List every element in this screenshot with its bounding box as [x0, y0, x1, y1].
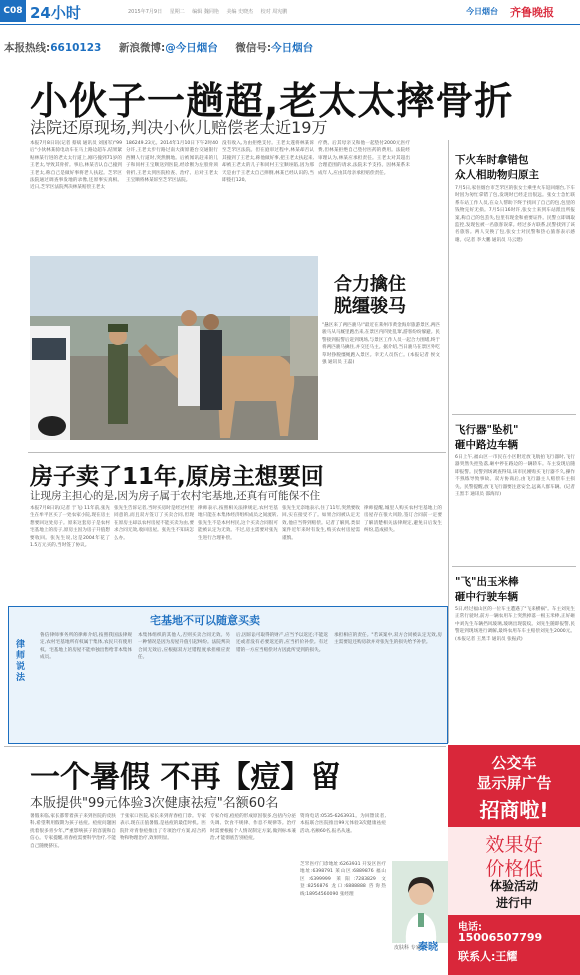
side2-body: 6日上午,福山区一市民在小区附近放飞航拍飞行器时,飞行器突然失控坠落,砸中停在路边的一辆轿车。车主发现后随即报警。民警到场调查得知,该市民刚购买飞行器不久,操作不熟练导致事故。双方协商后,由飞行器主人赔偿车主损失。民警提醒,放飞飞行器要注意安全,远离人群车辆。(记者 王黑丰 通讯员 邵海岸) — [455, 455, 575, 498]
page-number: C08 — [0, 0, 26, 22]
doctor-caption: 皮肤科 专家 — [394, 945, 421, 951]
editor: 编辑 魏同艳 — [192, 9, 219, 15]
side1-headline-line1: 下火车时拿错包 — [455, 154, 529, 166]
contact-bar — [4, 40, 313, 55]
story4-headline: 一个暑假 不再【痘】留 — [30, 760, 341, 795]
lawyer-col3: 后,因诉讼可取得的财产,应当予以返还;不能返还或者没有必要返还的,应当折价补偿。有过错的一方应当赔偿对方因此所受到的损失。 — [236, 633, 328, 653]
issue-date: 2015年7月9日 — [128, 9, 163, 15]
issue-weekday: 星期二 — [169, 9, 185, 15]
story4-col4: 资询电话:0535-6263931。为回馈读者,本报联合医院推出99元体验3次健康祛痘活动,名额60名,报名从速。 — [300, 814, 386, 834]
side1-body: 7月5日,家住烟台市芝罘区的张女士乘坐火车返回烟台,下车时因为匆忙拿错了包,发现时已经走出很远。张女士急忙联系车站工作人员,在众人帮助下终于找回了自己的包,包里的钱物完好无损。7月5日16时许,张女士来到车站派出所报案,称自己的包丢失,包里有现金和重要证件。民警立即调取监控,发现包被一名旅客误拿。经过多方联系,民警找到了该名旅客。两人交换了包,张女士对民警和热心旅客表示感谢。(记者 李大鹏 通讯员 马云建) — [455, 186, 575, 243]
header-meta — [128, 8, 293, 15]
story3-col5: 律师提醒,城里人购买农村宅基地上的房屋存在很大风险,签订合同前一定要了解清楚相关法律规定,避免日后发生纠纷,造成损失。 — [364, 506, 442, 534]
sidebar-rule-1 — [452, 414, 576, 415]
story1-col4: 疗费。后其母亲又和他一起垫付2000元医疗费,但林某拒绝自己垫付医药的费用。法院经审理认为,林某应承担责任。王老太对其超出合理范围的请求,法院未予支持。因林某系未成年人,应由其母亲承担赔偿责任。 — [318, 141, 410, 176]
hotline-number: 6610123 — [50, 42, 102, 54]
story4-contact: 芝罘医疗门诊地址:6263931 开发区医疗地址:6398791 莱山区:6889876 福山区:6399999 莱阳:7283829 文登:8256876 龙口:6888888 咨询热线:18954560090 张经理 — [300, 862, 386, 897]
story4-col3: 专家介绍,痘痘的形成原因很多,包括内分泌失调、饮食不规律、作息不规律等。治疗时需要根据个人情况制定方案,做到标本兼治,才能彻底告别痘痘。 — [210, 814, 296, 842]
story3-col4: 张先生无奈地表示,住了11年,突然要收回,实在接受不了。如果合同被认定无效,他应当得到赔偿。记者了解到,类似案件近年来时有发生,购买农村房屋需谨慎。 — [282, 506, 360, 541]
lawyer-box-tag: 律师说法 — [16, 640, 26, 683]
section-title: 24小时 — [30, 4, 81, 22]
story4-col2: 于张家口医院,家长来到青春痘门诊。专家表示,现在正值暑假,是祛痘的最佳时机。医院针对青春痘推出了专项治疗方案,结合药物和物理治疗,效果明显。 — [120, 814, 206, 842]
story3-col3: 律师表示,按照相关法律规定,农村宅基地只能在本集体经济组织成员之间流转,张先生不是本村村民,这个买卖合同很可能被认定为无效。不过,房主需要对张先生进行合理补偿。 — [198, 506, 278, 541]
story3-headline: 房子卖了11年,原房主想要回 — [30, 464, 324, 490]
ad-line4: 效果好 — [485, 834, 543, 856]
story1-headline: 小伙子一趟超,老太太摔骨折 — [30, 79, 514, 123]
paper-name: 齐鲁晚报 — [510, 6, 554, 19]
ad-line3: 招商啦! — [479, 798, 549, 822]
side2-headline-line2: 砸中路边车辆 — [455, 439, 518, 451]
story3-col1: 本报7月8日讯(记者 于飞) 11年前,张先生在牟平区买了一处农家小院,现在房主想要回这处房子。原来这套房子是农村宅基地上的房子,原房主因为房子升值想要收回。张先生说,这是2004年花了1.5万元买的,当时签了协议。 — [30, 506, 110, 549]
designer: 美编 史晓杰 — [226, 9, 254, 15]
doctor-photo — [392, 861, 450, 943]
lawyer-col4: 承担相应的责任。"若该案中,双方合同被认定无效,房主需要返还购房款并对张先生的损失给予补偿。 — [334, 633, 442, 646]
ad-line2: 显示屏广告 — [476, 774, 552, 792]
story1-col1: 本报7月8日讯(记者 蔡斌 通讯员 刘国军)"99后"小伙林某骑电动车在马上路边超车,结果紧贴林某行进的老太太行道上,刚巧撞到71岁的王老太,导致其骨折。事后,林某否认自己撞到王老太,称自己是做好事将老人扶起。芝罘区法院通过调查事发地的录像,还原事实真相。近日,芝罘区法院判决林某赔偿王老太 — [30, 141, 122, 191]
horse-photo-illustration — [30, 256, 318, 440]
horse-photo — [30, 256, 318, 440]
sidebar-rule-2 — [452, 566, 576, 567]
story3-col2: 张先生告诉记者,当时买房时是经过村里同意的,而且双方签订了买卖合同,但现在原房主却以农村房屋不能买卖为由,要求合同无效,收回房屋。张先生不知该怎么办。 — [114, 506, 194, 541]
side1-headline-line2: 众人相助物归原主 — [455, 169, 539, 181]
rule-story1 — [28, 452, 446, 453]
wechat-label: 微信号: — [235, 42, 272, 54]
ad-phone[interactable]: 15006507799 — [458, 931, 543, 944]
story4-col1: 暑假来临,家长都带着孩子来到医院的皮肤科,希望利用假期为孩子祛痘。痘痘问题困扰着很多青少年,严重影响孩子的容貌和自信心。专家提醒,青春痘需要科学治疗,不能自己随便挤压。 — [30, 814, 116, 849]
paper-tag: 今日烟台 — [466, 7, 498, 16]
side3-body: 5日,经过福山区的一位车主遭遇了"飞来横祸"。车主刘先生正常行驶时,前方一辆农用车上突然掉落一根玉米棒,正好砸中刘先生车辆挡风玻璃,玻璃出现裂纹。刘先生随即报警,民警赶到现场进行调解,最终农用车车主赔偿刘先生2000元。(本报记者 王黑丰 通讯员 张振武) — [455, 607, 575, 642]
story4-subhead: 本版提供"99元体验3次健康祛痘"名额60名 — [30, 796, 279, 811]
rule-story3 — [4, 746, 446, 747]
weibo-handle: @今日烟台 — [165, 42, 218, 54]
sidebar-divider — [448, 140, 449, 743]
lawyer-col2: 本集体组织的其他人,否则买卖合同无效。另一种情况是因为房屋升值引起纠纷。法院判决合同无效后,应根据双方过错程度承担相应责任。 — [138, 633, 230, 661]
story2-headline-line1: 合力擒住 — [334, 274, 406, 295]
proofreader: 校对 周宪鹏 — [260, 9, 288, 15]
ad-line1: 公交车 — [491, 754, 537, 772]
lawyer-col1: 鲁信律师事务所的律师介绍,按照我国法律规定,农村宅基地所有权属于集体,农民只有使用权。宅基地上的房屋不能单独出售给非本集体成员。 — [40, 633, 132, 661]
lawyer-box-title: 宅基地不可以随意买卖 — [150, 614, 260, 627]
story3-subhead: 让现房主担心的是,因为房子属于农村宅基地,还真有可能保不住 — [30, 490, 321, 502]
story1-col2: 186249.23元。2014年1月10日下午2时40分许,王老太步行路过南大街原港台交通银行西侧人行道时,突然倒地。后被闻讯赶来的儿子和同村王宝顺送到医院,经诊断为左股骨颈骨折,王老太到医院检查、治疗、后对王老太王宝顺将林某诉至芝罘区法院。 — [126, 141, 218, 184]
story1-col3: 没有收入,为由拒绝支付。王老太遂将林某诉至芝罘区法院。但在庭审过程中,林某却否认其撞到了王老太,称他做好事,把王老太扶起来,却被王老太的儿子和同村王宝顺诬陷,因为那天是由于王老太自己摔倒,林某已经认识的,当即拨打120。 — [222, 141, 314, 184]
wechat-id: 今日烟台 — [271, 42, 314, 54]
weibo-label: 新浪微博: — [119, 42, 166, 54]
ad-contact: 联系人:王耀 — [458, 950, 518, 963]
ad-line6: 体验活动 — [489, 879, 538, 893]
hotline-label: 本报热线: — [4, 42, 51, 54]
header-rule — [0, 24, 580, 25]
story2-headline-line2: 脱缰骏马 — [334, 296, 406, 317]
doctor-name: 秦晓 — [418, 942, 438, 953]
side3-headline-line1: "飞"出玉米棒 — [455, 576, 519, 588]
story2-body: "悬区来了两匹骏马!"最近在莱州市黄金海岸旅游景区,两匹骏马从马厩里跑出来,在景区内四处乱窜,游客纷纷躲避。民警接到报警后赶到现场,与景区工作人员一起合力围堵,终于将两匹骏马擒住,并交还马主。据介绍,当日骏马在景区外吃草时挣脱缰绳跑入景区。幸无人员伤亡。(本报记者 侯文强 通讯员 王磊) — [322, 323, 440, 366]
ad-line5: 价格低 — [485, 858, 543, 880]
story1-subhead: 法院还原现场,判决小伙儿赔偿老太近19万 — [30, 118, 328, 137]
doctor-illustration — [392, 861, 450, 943]
side3-headline-line2: 砸中行驶车辆 — [455, 591, 518, 603]
ad-line7: 进行中 — [495, 896, 532, 910]
side2-headline-line1: 飞行器"坠机" — [455, 424, 519, 436]
ad-phone-label: 电话: — [458, 922, 482, 933]
